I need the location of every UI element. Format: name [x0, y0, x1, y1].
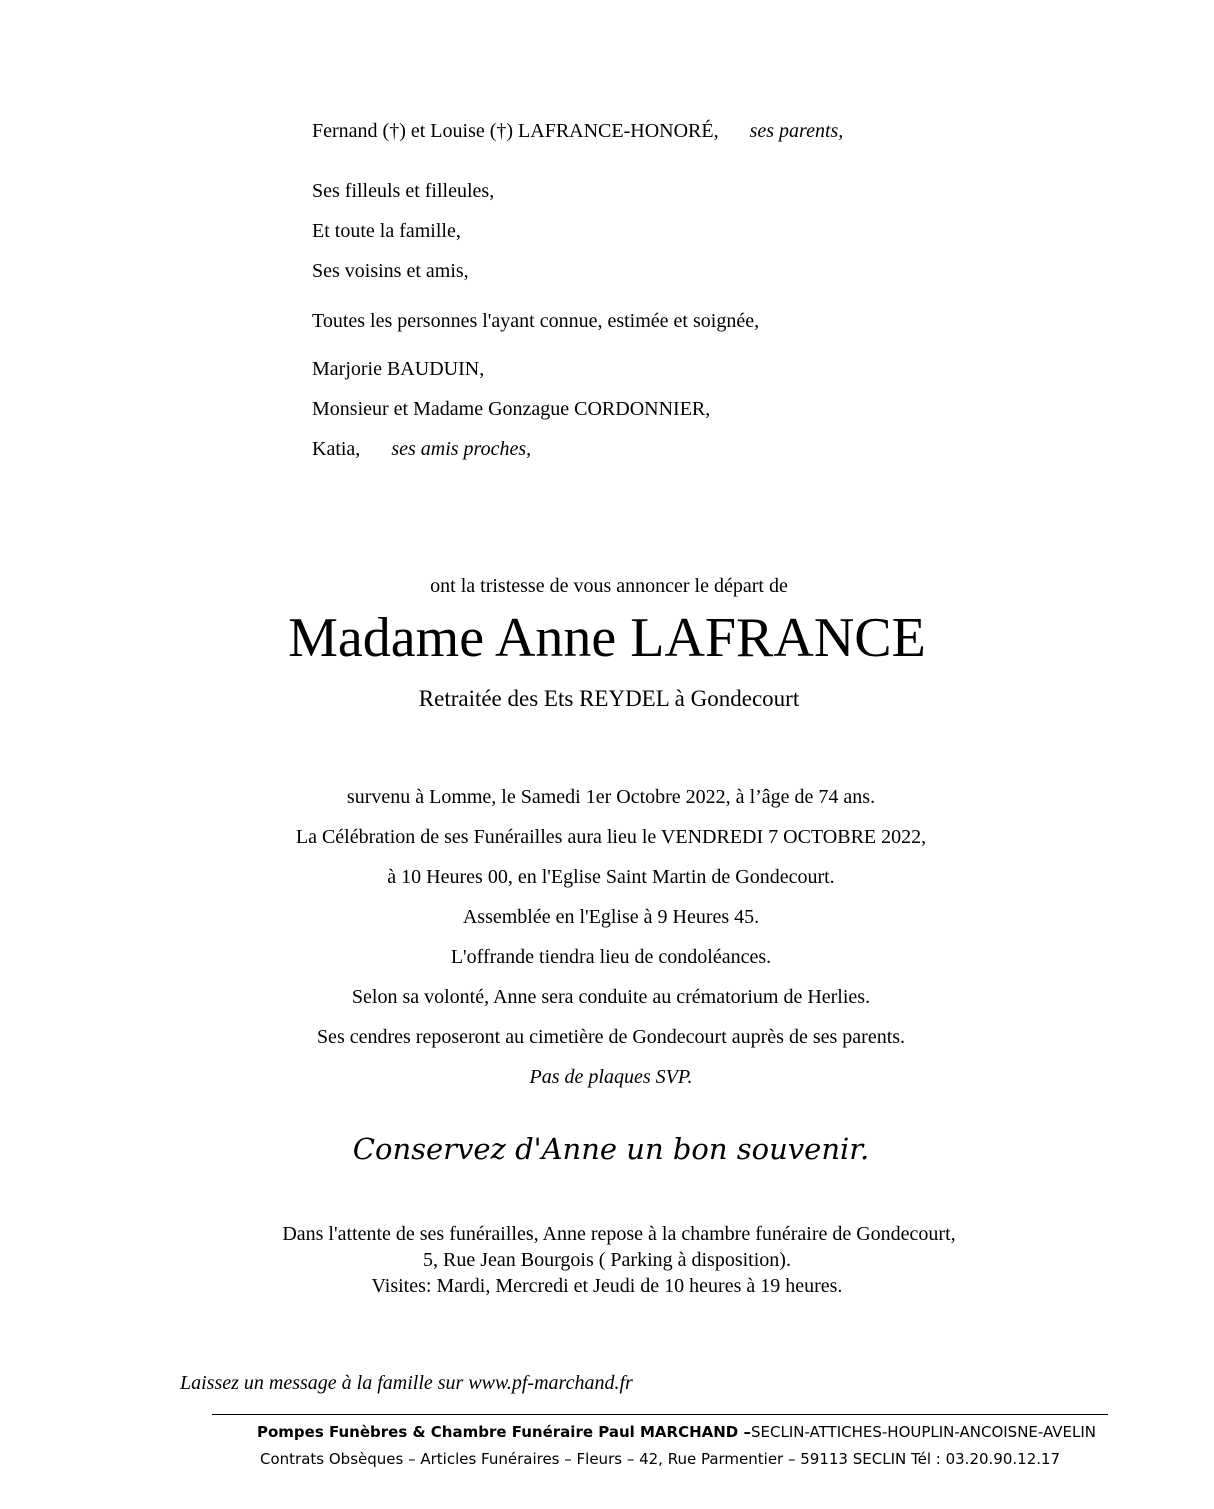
remembrance-line: Conservez d'Anne un bon souvenir.	[352, 1132, 870, 1166]
deceased-occupation: Retraitée des Ets REYDEL à Gondecourt	[418, 686, 800, 711]
parents-names: Fernand (†) et Louise (†) LAFRANCE-HONORÉ,	[312, 120, 719, 142]
announcement-intro: ont la tristesse de vous annoncer le départ de	[430, 575, 788, 597]
detail-line-1: survenu à Lomme, le Samedi 1er Octobre 2022, à l’âge de 74 ans.	[346, 786, 876, 808]
caregivers-line: Toutes les personnes l'ayant connue, estimée et soignée,	[312, 310, 760, 332]
visitation-line-3: Visites: Mardi, Mercredi et Jeudi de 10 heures à 19 heures.	[371, 1275, 843, 1297]
visitation-line-2: 5, Rue Jean Bourgois ( Parking à disposition).	[423, 1249, 791, 1271]
message-link[interactable]: Laissez un message à la famille sur www.pf-marchand.fr	[180, 1372, 633, 1394]
footer-divider	[212, 1414, 1108, 1415]
godchildren-line: Ses filleuls et filleules,	[312, 180, 495, 202]
friend-line-1: Marjorie BAUDUIN,	[312, 358, 485, 380]
visitation-line-1: Dans l'attente de ses funérailles, Anne repose à la chambre funéraire de Gondecourt,	[282, 1223, 956, 1245]
parents-role: ses parents,	[749, 120, 844, 142]
detail-line-4: Assemblée en l'Eglise à 9 Heures 45.	[462, 906, 760, 928]
neighbors-friends-line: Ses voisins et amis,	[312, 260, 469, 282]
detail-line-3: à 10 Heures 00, en l'Eglise Saint Martin de Gondecourt.	[387, 866, 835, 888]
footer-company-line	[257, 1422, 1096, 1442]
friend-3-name: Katia,	[312, 438, 361, 460]
deceased-name: Madame Anne LAFRANCE	[288, 607, 926, 669]
footer-locations: SECLIN-ATTICHES-HOUPLIN-ANCOISNE-AVELIN	[750, 1423, 1097, 1441]
whole-family-line: Et toute la famille,	[312, 220, 461, 242]
detail-line-5: L'offrande tiendra lieu de condoléances.	[450, 946, 772, 968]
no-plaques-note: Pas de plaques SVP.	[529, 1066, 693, 1088]
parents-line	[312, 119, 843, 143]
friend-line-2: Monsieur et Madame Gonzague CORDONNIER,	[312, 398, 711, 420]
detail-line-6: Selon sa volonté, Anne sera conduite au crématorium de Herlies.	[351, 986, 871, 1008]
friends-role: ses amis proches,	[391, 438, 532, 460]
footer-company: Pompes Funèbres & Chambre Funéraire Paul MARCHAND –	[257, 1423, 751, 1441]
footer-services: Contrats Obsèques – Articles Funéraires – Fleurs – 42, Rue Parmentier – 59113 SECLIN Tél : 03.20.90.12.17	[260, 1450, 1061, 1468]
detail-line-2: La Célébration de ses Funérailles aura lieu le VENDREDI 7 OCTOBRE 2022,	[295, 826, 927, 848]
detail-line-7: Ses cendres reposeront au cimetière de Gondecourt auprès de ses parents.	[316, 1026, 906, 1048]
friend-line-3	[312, 437, 531, 461]
